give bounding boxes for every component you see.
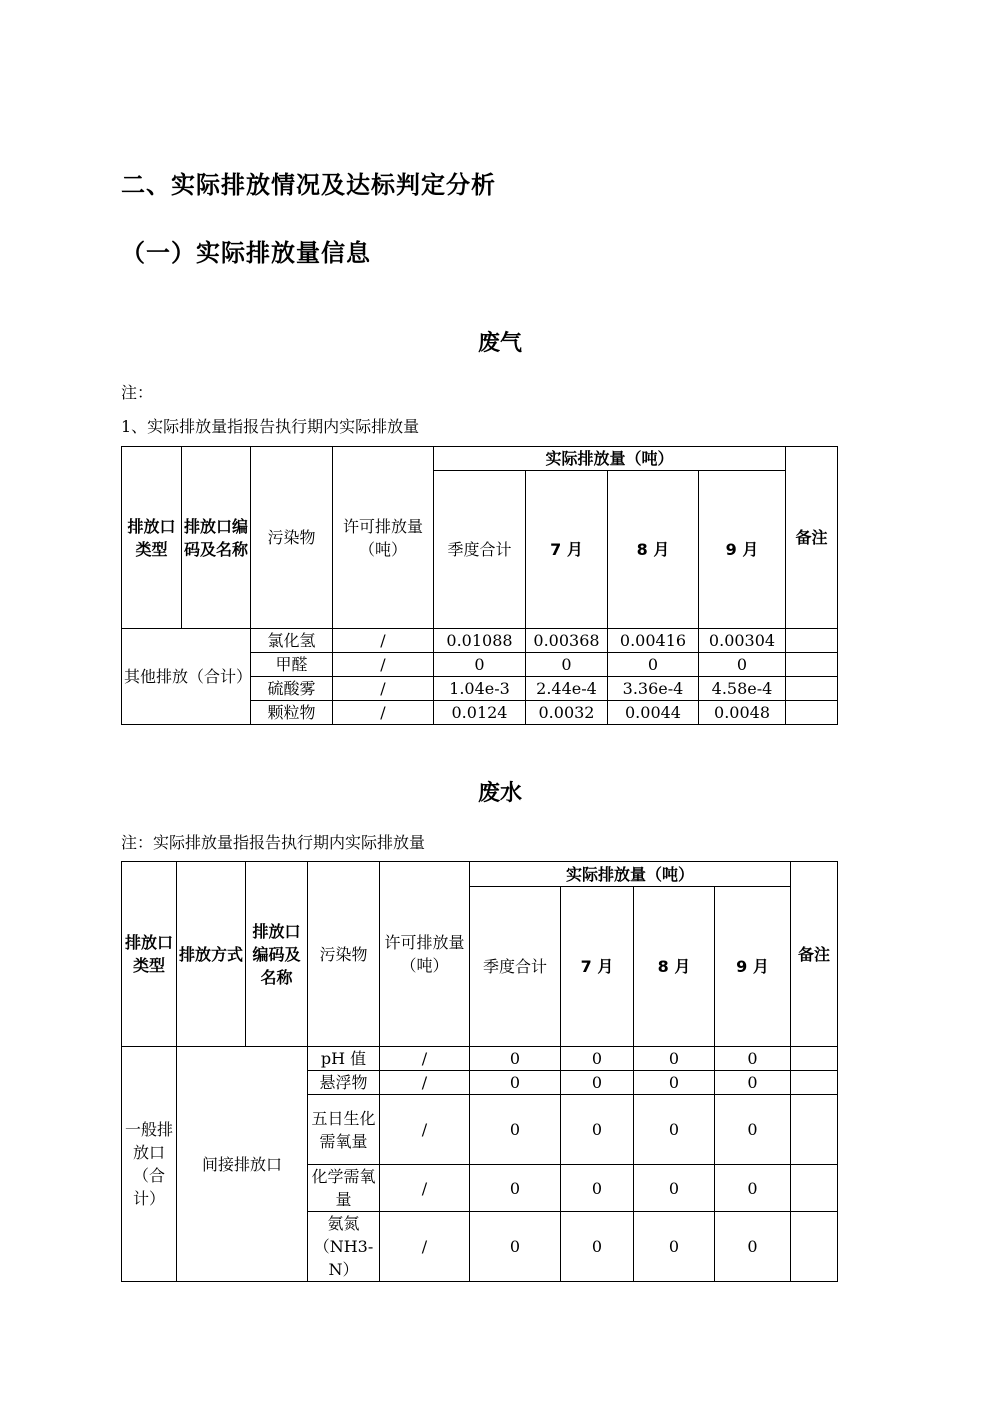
pollutant-cell: 化学需氧量 — [308, 1165, 380, 1212]
remark-cell — [791, 1212, 838, 1282]
quarter-cell: 1.04e-3 — [434, 677, 526, 701]
month-8-cell: 0 — [634, 1071, 715, 1095]
month-9-cell: 4.58e-4 — [699, 677, 786, 701]
water-header-actual-group: 实际排放量（吨） — [470, 862, 791, 887]
month-9-cell: 0 — [715, 1165, 791, 1212]
gas-header-remark: 备注 — [786, 447, 838, 629]
month-9-cell: 0 — [699, 653, 786, 677]
month-7-cell: 0.00368 — [526, 629, 608, 653]
month-7-cell: 0 — [561, 1165, 634, 1212]
pollutant-cell: 甲醛 — [251, 653, 333, 677]
month-8-cell: 0 — [634, 1047, 715, 1071]
water-section-title: 废水 — [477, 781, 522, 806]
permitted-cell: / — [380, 1095, 470, 1165]
month-8-cell: 0.00416 — [608, 629, 699, 653]
month-7-cell: 0 — [561, 1095, 634, 1165]
quarter-cell: 0 — [470, 1212, 561, 1282]
pollutant-cell: 五日生化需氧量 — [308, 1095, 380, 1165]
permitted-cell: / — [333, 653, 434, 677]
month-9-cell: 0 — [715, 1071, 791, 1095]
quarter-cell: 0.0124 — [434, 701, 526, 725]
month-9-cell: 0.0048 — [699, 701, 786, 725]
permitted-cell: / — [380, 1165, 470, 1212]
gas-header-quarter: 季度合计 — [434, 471, 526, 629]
table-row — [122, 1047, 838, 1071]
remark-cell — [786, 653, 838, 677]
month-8-cell: 0 — [608, 653, 699, 677]
water-group-label: 一般排放口（合计） — [122, 1047, 177, 1282]
subsection-heading: （一）实际排放量信息 — [121, 239, 371, 267]
pollutant-cell: 氯化氢 — [251, 629, 333, 653]
remark-cell — [786, 629, 838, 653]
gas-note-text: 1、实际排放量指报告执行期内实际排放量 — [121, 417, 420, 436]
remark-cell — [791, 1165, 838, 1212]
month-7-cell: 0 — [526, 653, 608, 677]
gas-emission-table — [121, 446, 838, 725]
permitted-cell: / — [380, 1212, 470, 1282]
water-header-outlet-code: 排放口编码及名称 — [246, 862, 308, 1047]
pollutant-cell: 悬浮物 — [308, 1071, 380, 1095]
month-7-cell: 0.0032 — [526, 701, 608, 725]
water-header-outlet-type: 排放口类型 — [122, 862, 177, 1047]
month-9-cell: 0.00304 — [699, 629, 786, 653]
section-heading: 二、实际排放情况及达标判定分析 — [121, 171, 496, 199]
gas-header-outlet-code: 排放口编码及名称 — [182, 447, 251, 629]
month-7-cell: 2.44e-4 — [526, 677, 608, 701]
water-header-month-7: 7 月 — [561, 887, 634, 1047]
month-7-cell: 0 — [561, 1071, 634, 1095]
gas-section-title: 废气 — [477, 331, 522, 356]
water-header-pollutant: 污染物 — [308, 862, 380, 1047]
gas-header-pollutant: 污染物 — [251, 447, 333, 629]
remark-cell — [791, 1071, 838, 1095]
quarter-cell: 0 — [470, 1047, 561, 1071]
water-header-remark: 备注 — [791, 862, 838, 1047]
month-8-cell: 0 — [634, 1095, 715, 1165]
permitted-cell: / — [333, 629, 434, 653]
remark-cell — [791, 1047, 838, 1071]
month-7-cell: 0 — [561, 1212, 634, 1282]
month-8-cell: 3.36e-4 — [608, 677, 699, 701]
water-note-text: 注：实际排放量指报告执行期内实际排放量 — [121, 833, 426, 852]
quarter-cell: 0 — [470, 1071, 561, 1095]
permitted-cell: / — [380, 1047, 470, 1071]
month-8-cell: 0 — [634, 1212, 715, 1282]
water-header-permitted: 许可排放量（吨） — [380, 862, 470, 1047]
pollutant-cell: 硫酸雾 — [251, 677, 333, 701]
gas-header-month-9: 9 月 — [699, 471, 786, 629]
water-header-month-9: 9 月 — [715, 887, 791, 1047]
water-method-label: 间接排放口 — [177, 1047, 308, 1282]
gas-group-label: 其他排放（合计） — [122, 629, 251, 725]
table-row — [122, 629, 838, 653]
month-8-cell: 0.0044 — [608, 701, 699, 725]
gas-header-month-8: 8 月 — [608, 471, 699, 629]
month-9-cell: 0 — [715, 1095, 791, 1165]
pollutant-cell: pH 值 — [308, 1047, 380, 1071]
remark-cell — [791, 1095, 838, 1165]
gas-header-month-7: 7 月 — [526, 471, 608, 629]
gas-header-outlet-type: 排放口类型 — [122, 447, 182, 629]
remark-cell — [786, 701, 838, 725]
quarter-cell: 0 — [470, 1165, 561, 1212]
permitted-cell: / — [333, 701, 434, 725]
month-8-cell: 0 — [634, 1165, 715, 1212]
water-header-method: 排放方式 — [177, 862, 246, 1047]
water-emission-table — [121, 861, 838, 1282]
quarter-cell: 0.01088 — [434, 629, 526, 653]
water-header-month-8: 8 月 — [634, 887, 715, 1047]
pollutant-cell: 氨氮（NH3-N） — [308, 1212, 380, 1282]
month-9-cell: 0 — [715, 1047, 791, 1071]
month-9-cell: 0 — [715, 1212, 791, 1282]
remark-cell — [786, 677, 838, 701]
pollutant-cell: 颗粒物 — [251, 701, 333, 725]
permitted-cell: / — [380, 1071, 470, 1095]
permitted-cell: / — [333, 677, 434, 701]
gas-header-actual-group: 实际排放量（吨） — [434, 447, 786, 471]
month-7-cell: 0 — [561, 1047, 634, 1071]
gas-note-label: 注： — [121, 383, 154, 402]
quarter-cell: 0 — [470, 1095, 561, 1165]
water-header-quarter: 季度合计 — [470, 887, 561, 1047]
gas-header-permitted: 许可排放量（吨） — [333, 447, 434, 629]
quarter-cell: 0 — [434, 653, 526, 677]
